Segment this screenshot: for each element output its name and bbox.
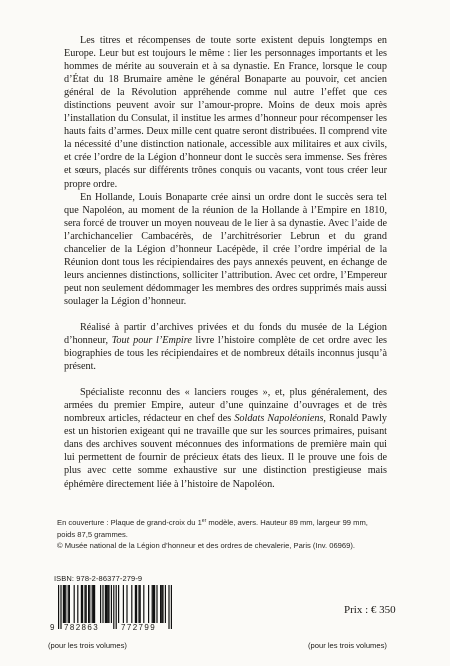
barcode-bar xyxy=(92,585,93,623)
isbn-label: ISBN: 978-2-86377-279-9 xyxy=(54,574,143,583)
barcode-bar xyxy=(161,585,162,623)
barcode-bar xyxy=(74,585,75,623)
barcode-bar xyxy=(88,585,89,623)
paragraph-hollande: En Hollande, Louis Bonaparte crée ainsi un ordre dont le succès sera tel que Napoléon, au moment de la réunion de la Hollande à l’Empire en 1810, sera forcé de trouver un moyen nouveau de le lier à sa dynastie. Avec l’aide de l’archichancelier Cambacérès, de l’architrésorier Lebrun et du grand chancelier de la Légion d’honneur Lacépède, il crée l’ordre impérial de la Réunion dont tous les récipiendaires des pays annexés peuvent, en échange de leurs anciennes distinctions, solliciter l’attribution. Avec cet ordre, l’Empereur peut non seulement dédommager les membres des ordres supprimés mais aussi soulager la Légion d’honneur. xyxy=(64,191,387,307)
barcode-bar xyxy=(171,585,172,629)
barcode-bar xyxy=(143,585,144,623)
barcode-bar xyxy=(84,585,85,623)
barcode-bar xyxy=(81,585,82,623)
barcode-bar xyxy=(100,585,101,623)
barcode-bar xyxy=(111,585,112,623)
barcode-bar xyxy=(138,585,139,623)
barcode-bar xyxy=(126,585,127,623)
barcode-bar xyxy=(131,585,132,623)
barcode-bar xyxy=(94,585,95,623)
barcode-bar xyxy=(118,585,119,623)
barcode-bar xyxy=(102,585,103,623)
barcode-bar xyxy=(165,585,166,623)
barcode-bar xyxy=(140,585,141,623)
barcode-bar xyxy=(156,585,157,623)
credit-line-1: En couverture : Plaque de grand-croix du 1er modèle, avers. Hauteur 89 mm, largeur 99 mm, xyxy=(57,518,368,527)
barcode-bar xyxy=(105,585,106,623)
barcode-bar xyxy=(64,585,65,623)
barcode-bar xyxy=(154,585,155,623)
barcode-bar xyxy=(123,585,124,623)
barcode-digit-first: 9 xyxy=(50,623,55,632)
credit-line-3: © Musée national de la Légion d’honneur et des ordres de chevalerie, Paris (Inv. 06969). xyxy=(57,541,355,551)
barcode-bar xyxy=(65,585,66,623)
paragraph-intro: Les titres et récompenses de toute sorte existent depuis longtemps en Europe. Leur but est toujours le même : lier les personnages importants et les hommes de mérite au souverain et à sa dynastie. En France, lorsque le coup d’État du 18 Brumaire amène le général Bonaparte au pouvoir, cet ancien général de la Révolution appréhende comme nul autre l’effet que ces distinctions peuvent avoir sur l’amour-propre. Moins de deux mois après l’installation du Consulat, il institue les armes d’honneur pour récompenser les hauts faits d’armes. Deux mille cent quatre seront distribuées. Il comprend vite la nécessité d’une distinction nationale, accessible aux militaires et aux civils, et crée l’ordre de la Légion d’honneur dont le succès sera immense. Ses frères et sœurs, placés sur différents trônes conquis ou vacants, vont tous créer leur propre ordre. xyxy=(64,35,387,190)
barcode-bar xyxy=(135,585,136,623)
book-title: Tout pour l’Empire xyxy=(111,335,192,347)
paragraph-author: Spécialiste reconnu des « lanciers rouges », et, plus généralement, des armées du premier Empire, auteur d’une quinzaine d’ouvrages et de très nombreux articles, rédacteur en chef des Soldats Napoléoniens, Ronald Pawly est un historien exigeant qui ne travaille que sur les sources primaires, puisant dans des archives souvent méconnues des informations de première main qui lui permettent de fournir de précieux états des lieux. Il le prouve une fois de plus avec cette somme exhaustive sur une distinction prestigieuse mais éphémère directement liée à l’histoire de Napoléon. xyxy=(64,387,388,490)
barcode-digits-left: 782863 xyxy=(64,623,100,632)
barcode-bar xyxy=(89,585,90,623)
barcode-bar xyxy=(116,585,117,629)
barcode-bar xyxy=(60,585,61,629)
paragraph-archives: Réalisé à partir d’archives privées et du fonds du musée de la Légion d’honneur, Tout pour l’Empire livre l’histoire complète de cet ordre avec les biographies de tous les récipiendaires et de nombreux détails inconnus jusqu’à présent. xyxy=(64,321,388,373)
barcode-bar xyxy=(160,585,161,623)
barcode-bar xyxy=(69,585,70,623)
barcode-bar xyxy=(148,585,149,623)
barcode-bar xyxy=(136,585,137,623)
barcode-bar xyxy=(153,585,154,623)
barcode-bar xyxy=(58,585,59,629)
barcode-bar xyxy=(86,585,87,623)
barcode-bar xyxy=(82,585,83,623)
barcode-bar xyxy=(68,585,69,623)
volume-note-left: (pour les trois volumes) xyxy=(48,641,127,650)
barcode-bar xyxy=(93,585,94,623)
barcode-bar xyxy=(152,585,153,623)
credit-line-2: poids 87,5 grammes. xyxy=(57,529,128,539)
barcode-bar xyxy=(108,585,109,623)
barcode-bar xyxy=(77,585,78,623)
barcode-bar xyxy=(168,585,169,629)
barcode-bar xyxy=(107,585,108,623)
volume-note-right: (pour les trois volumes) xyxy=(308,641,387,650)
barcode-bar xyxy=(162,585,163,623)
barcode-bar xyxy=(63,585,64,623)
barcode-digits-right: 772799 xyxy=(121,623,157,632)
cover-credits xyxy=(57,517,402,552)
magazine-title: Soldats Napoléoniens xyxy=(234,413,324,425)
barcode-bar xyxy=(113,585,114,629)
price: Prix : € 350 xyxy=(344,604,396,616)
barcode-bar xyxy=(106,585,107,623)
back-cover-text xyxy=(64,34,387,491)
